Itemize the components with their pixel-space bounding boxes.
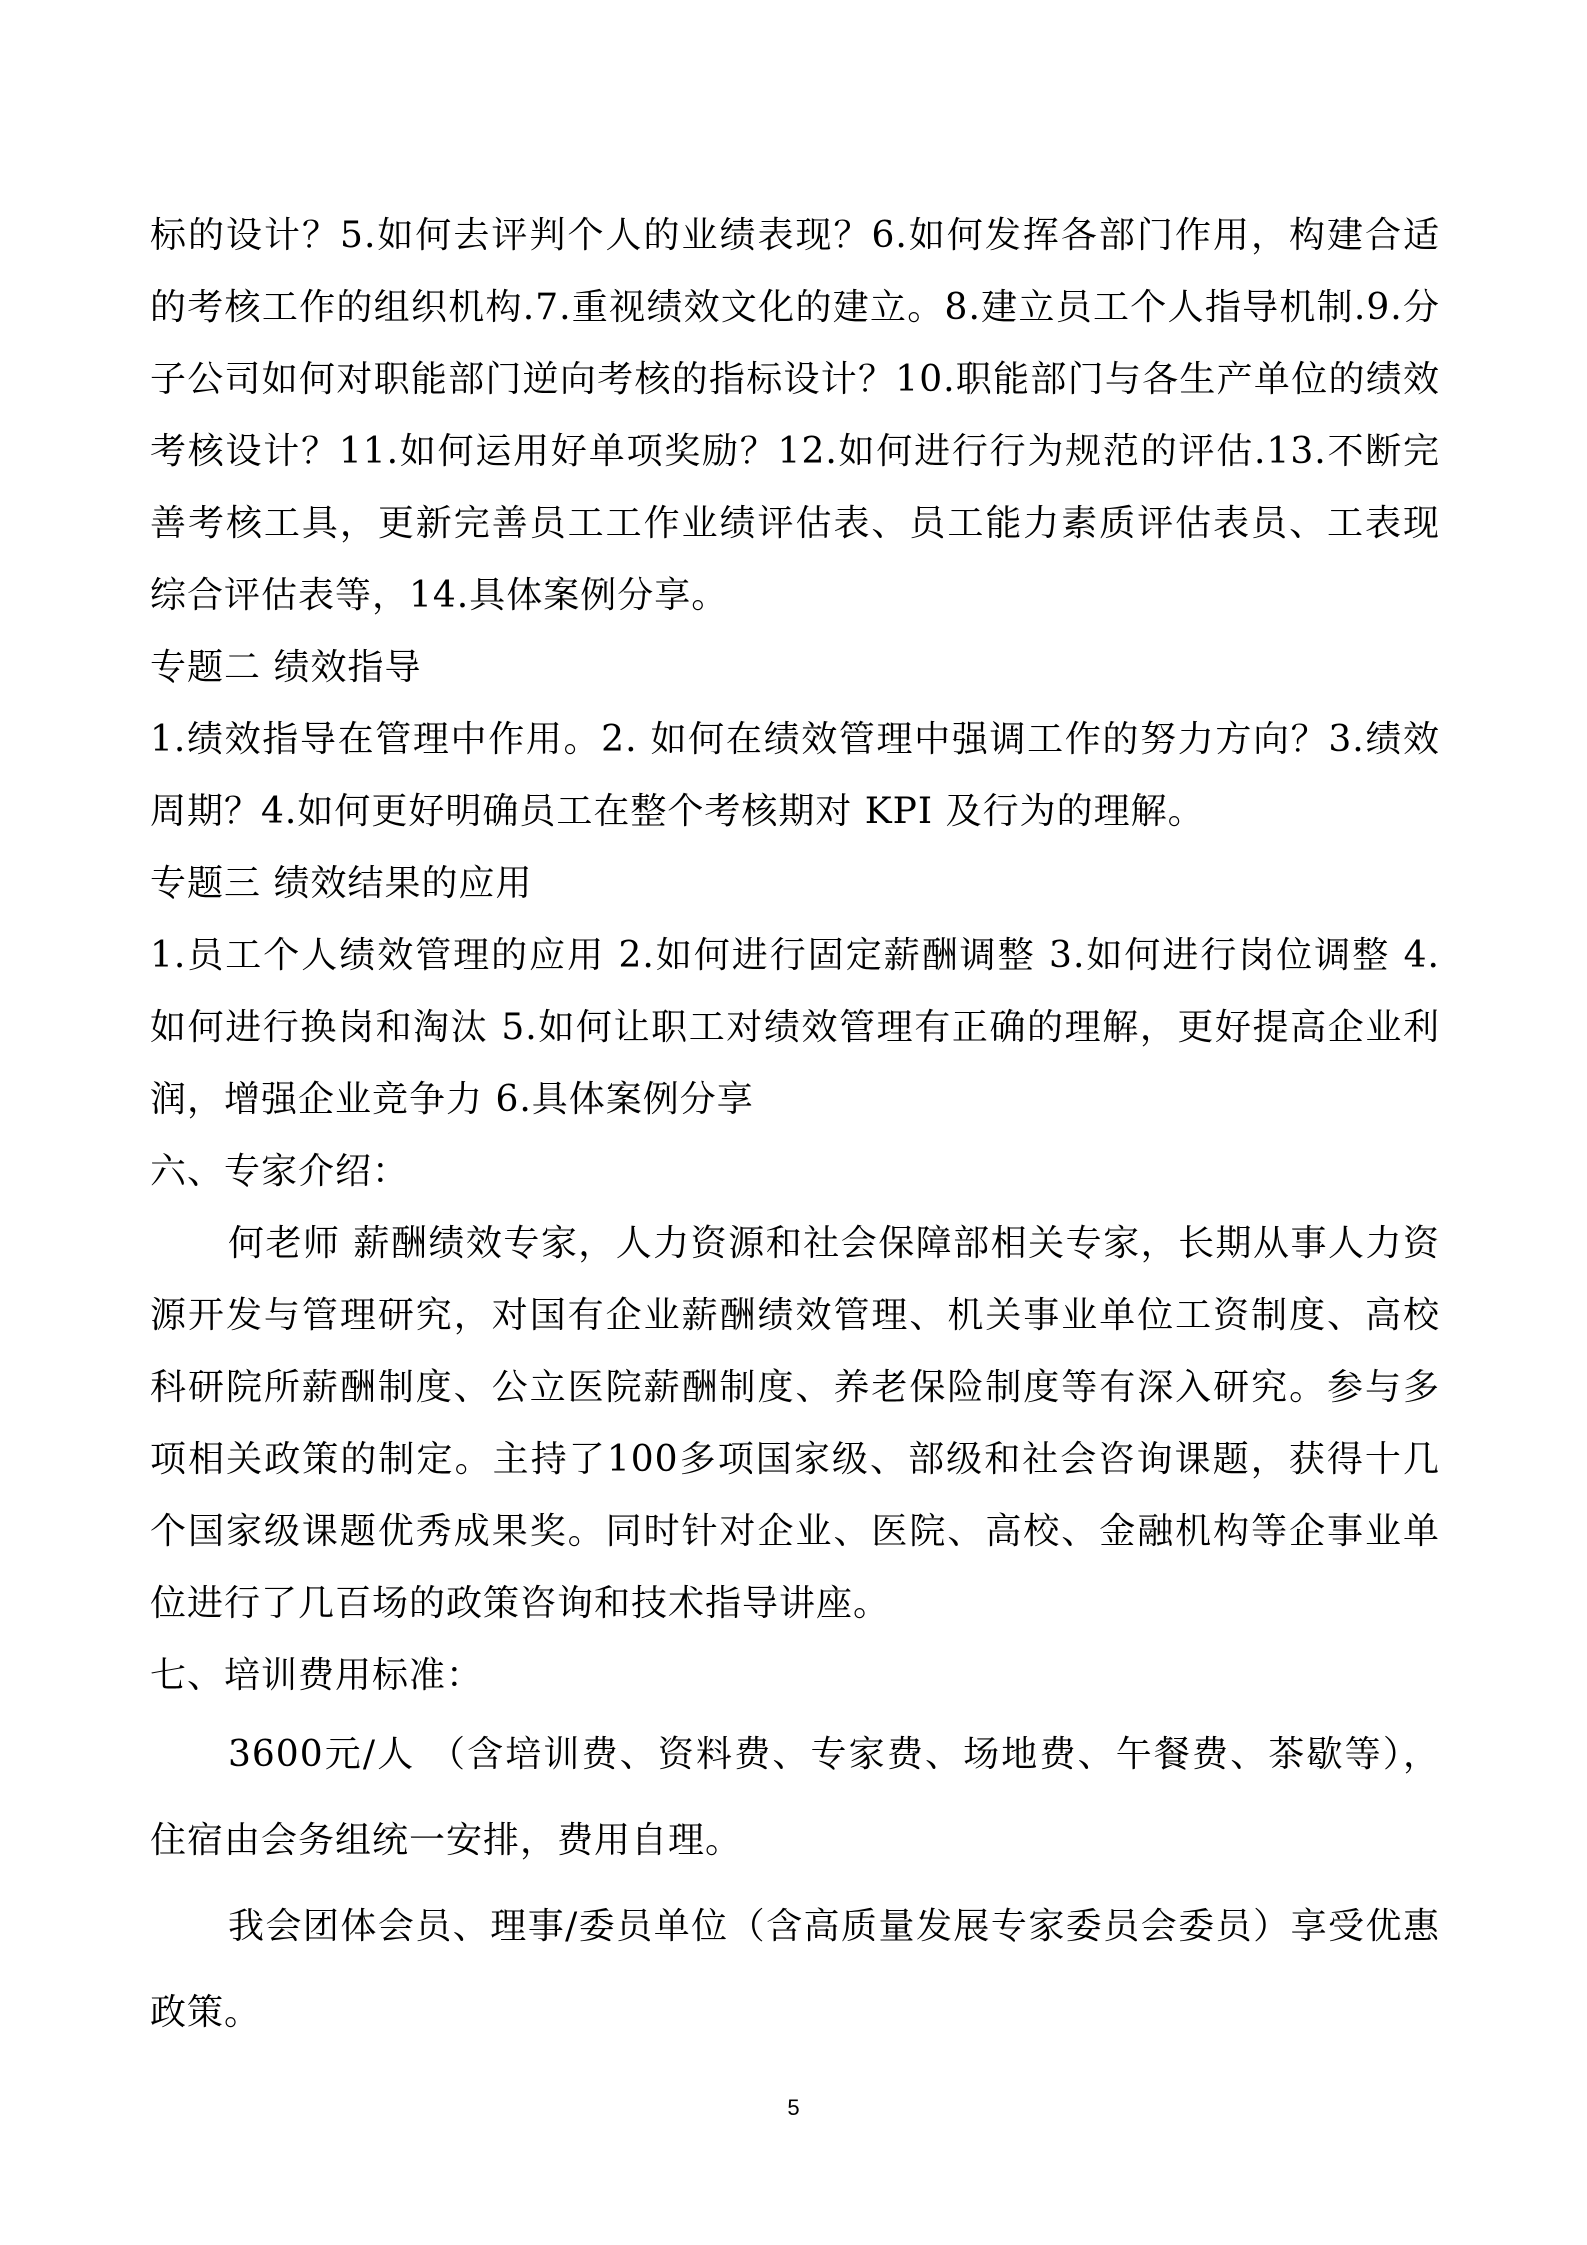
expert-intro-heading: 六、专家介绍： — [150, 1151, 410, 1192]
topic-three-heading: 专题三 绩效结果的应用 — [150, 863, 533, 904]
expert-intro-body: 何老师 薪酬绩效专家，人力资源和社会保障部相关专家，长期从事人力资源开发与管理研究，对国有企业薪酬绩效管理、机关事业单位工资制度、高校科研院所薪酬制度、公立医院薪酬制度、养老保险制度等有深入研究。参与多项相关政策的制定。主持了100多项国家级、部级和社会咨询课题，获得十几个国家级课题优秀成果奖。同时针对企业、医院、高校、金融机构等企事业单位进行了几百场的政策咨询和技术指导讲座。 — [150, 1223, 1440, 1624]
page-number: 5 — [787, 2095, 800, 2120]
member-discount-body: 我会团体会员、理事/委员单位（含高质量发展专家委员会委员）享受优惠政策。 — [150, 1906, 1440, 2033]
topic-two-heading: 专题二 绩效指导 — [150, 647, 422, 688]
topic-one-continuation: 标的设计？5.如何去评判个人的业绩表现？6.如何发挥各部门作用，构建合适的考核工作的组织机构.7.重视绩效文化的建立。8.建立员工个人指导机制.9.分子公司如何对职能部门逆向考核的指标设计？10.职能部门与各生产单位的绩效考核设计？11.如何运用好单项奖励？12.如何进行行为规范的评估.13.不断完善考核工具，更新完善员工工作业绩评估表、员工能力素质评估表员、工表现综合评估表等，14.具体案例分享。 — [150, 215, 1440, 616]
fee-heading: 七、培训费用标准： — [150, 1655, 484, 1696]
topic-two-body: 1.绩效指导在管理中作用。2. 如何在绩效管理中强调工作的努力方向？3.绩效周期？4.如何更好明确员工在整个考核期对 KPI 及行为的理解。 — [150, 719, 1440, 832]
topic-three-body: 1.员工个人绩效管理的应用 2.如何进行固定薪酬调整 3.如何进行岗位调整 4.如何进行换岗和淘汰 5.如何让职工对绩效管理有正确的理解，更好提高企业利润，增强企业竞争力 6.具体案例分享 — [150, 935, 1440, 1120]
fee-body: 3600元/人 （含培训费、资料费、专家费、场地费、午餐费、茶歇等），住宿由会务组统一安排，费用自理。 — [150, 1734, 1440, 1861]
document-page — [150, 200, 1440, 2056]
